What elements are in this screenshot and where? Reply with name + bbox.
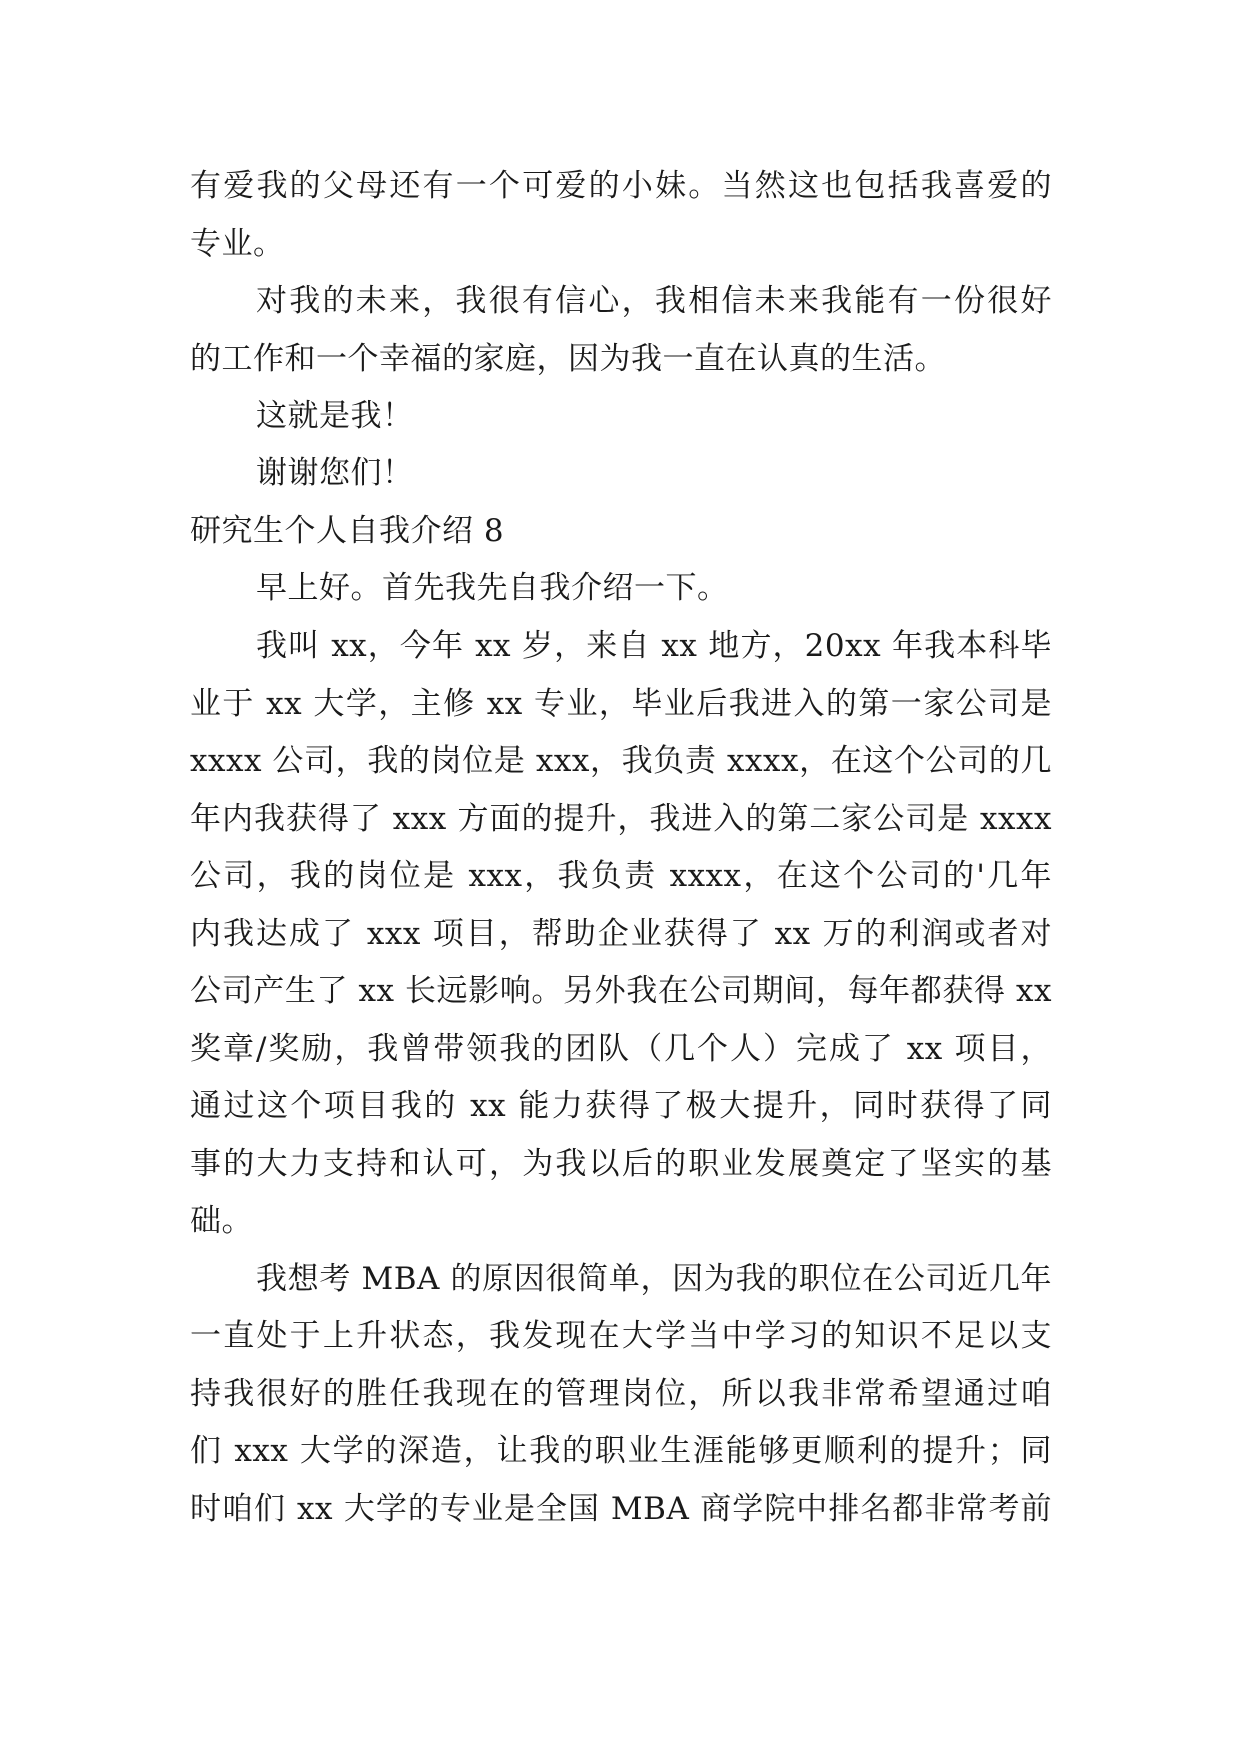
paragraph-line: 的工作和一个幸福的家庭，因为我一直在认真的生活。 [190,341,946,377]
paragraph-line: 业于 xx 大学，主修 xx 专业，毕业后我进入的第一家公司是 [190,686,1052,722]
paragraph-line: 这就是我！ [256,398,414,434]
paragraph-line: 我叫 xx，今年 xx 岁，来自 xx 地方，20xx 年我本科毕 [256,628,1052,664]
paragraph-line: 持我很好的胜任我现在的管理岗位，所以我非常希望通过咱 [190,1376,1052,1412]
paragraph-line: 早上好。首先我先自我介绍一下。 [256,570,729,606]
paragraph-line: 对我的未来，我很有信心，我相信未来我能有一份很好 [256,283,1052,319]
paragraph-line: 们 xxx 大学的深造，让我的职业生涯能够更顺利的提升；同 [190,1433,1052,1469]
paragraph-line: 内我达成了 xxx 项目，帮助企业获得了 xx 万的利润或者对 [190,916,1052,952]
paragraph-line: 年内我获得了 xxx 方面的提升，我进入的第二家公司是 xxxx [190,801,1052,837]
paragraph-line: 有爱我的父母还有一个可爱的小妹。当然这也包括我喜爱的 [190,168,1052,204]
section-heading: 研究生个人自我介绍 8 [190,513,505,549]
paragraph-line: 公司，我的岗位是 xxx，我负责 xxxx，在这个公司的'几年 [190,858,1052,894]
paragraph-line: 我想考 MBA 的原因很简单，因为我的职位在公司近几年 [256,1261,1052,1297]
paragraph-line: 公司产生了 xx 长远影响。另外我在公司期间，每年都获得 xx [190,973,1052,1009]
paragraph-line: xxxx 公司，我的岗位是 xxx，我负责 xxxx，在这个公司的几 [190,743,1052,779]
paragraph-line: 通过这个项目我的 xx 能力获得了极大提升，同时获得了同 [190,1088,1052,1124]
paragraph-line: 谢谢您们！ [256,455,414,491]
paragraph-line: 专业。 [190,226,285,262]
paragraph-line: 一直处于上升状态，我发现在大学当中学习的知识不足以支 [190,1318,1052,1354]
paragraph-line: 础。 [190,1203,253,1239]
paragraph-line: 奖章/奖励，我曾带领我的团队（几个人）完成了 xx 项目， [190,1031,1052,1067]
paragraph-line: 时咱们 xx 大学的专业是全国 MBA 商学院中排名都非常考前 [190,1491,1052,1527]
paragraph-line: 事的大力支持和认可，为我以后的职业发展奠定了坚实的基 [190,1146,1052,1182]
